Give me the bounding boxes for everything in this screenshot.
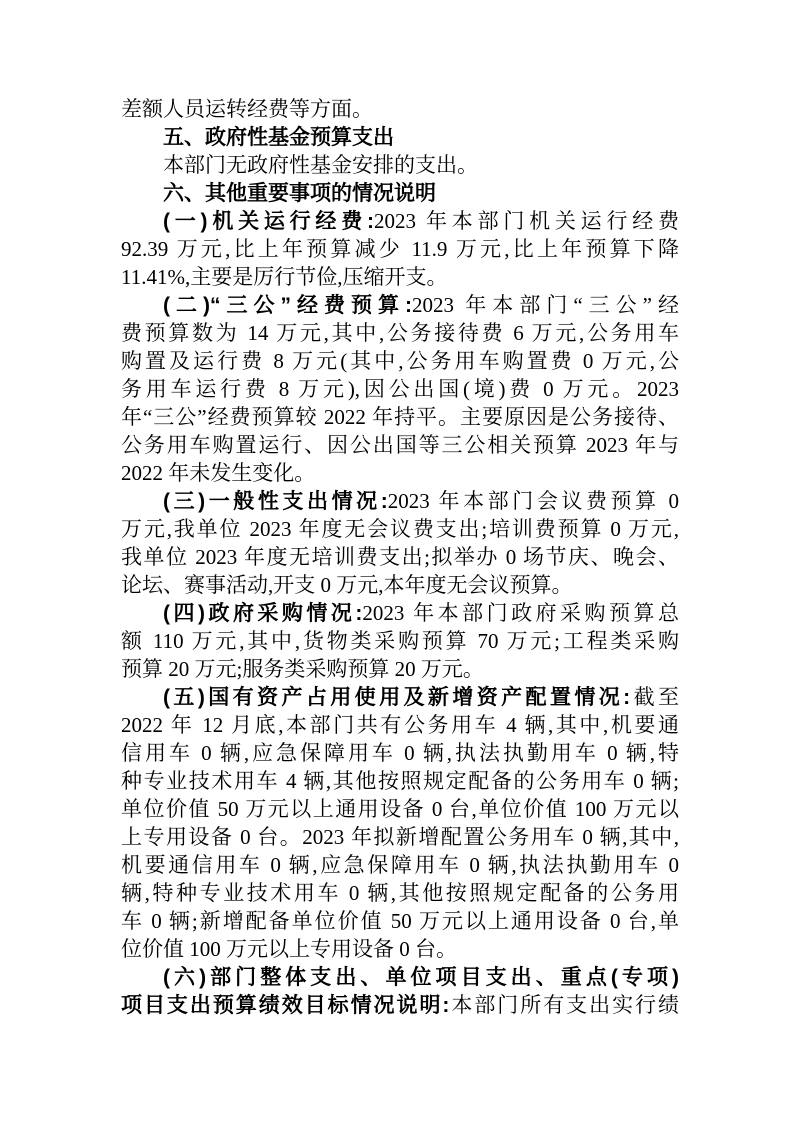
bold-run: (六)部门整体支出、单位项目支出、重点(专项) xyxy=(163,966,679,989)
bold-run: (五)国有资产占用使用及新增资产配置情况: xyxy=(163,686,631,709)
text-line xyxy=(121,711,679,739)
text-line xyxy=(121,627,679,655)
text-line xyxy=(121,207,679,235)
text-run: 差额人员运转经费等方面。 xyxy=(121,97,373,121)
text-line xyxy=(121,515,679,543)
bold-run: (一)机关运行经费: xyxy=(163,210,374,233)
bold-run: (三)一般性支出情况: xyxy=(163,490,388,513)
text-line xyxy=(121,459,679,487)
text-line xyxy=(121,403,679,431)
text-run: 2022 年 12 月底,本部门共有公务用车 4 辆,其中,机要通 xyxy=(121,713,679,737)
heading-line xyxy=(121,179,679,207)
text-run: 11.41%,主要是厉行节俭,压缩开支。 xyxy=(121,265,448,289)
text-run: 额 110 万元,其中,货物类采购预算 70 万元;工程类采购 xyxy=(121,629,679,653)
text-run: 购置及运行费 8 万元(其中,公务用车购置费 0 万元,公 xyxy=(121,349,679,373)
text-run: 公务用车购置运行、因公出国等三公相关预算 2023 年与 xyxy=(121,433,679,457)
text-run: 信用车 0 辆,应急保障用车 0 辆,执法执勤用车 0 辆,特 xyxy=(121,741,679,765)
text-line xyxy=(121,851,679,879)
text-line xyxy=(121,879,679,907)
text-line xyxy=(121,291,679,319)
bold-run: (四)政府采购情况: xyxy=(163,602,363,625)
text-line xyxy=(121,599,679,627)
text-run: 2022 年未发生变化。 xyxy=(121,461,316,485)
text-line xyxy=(121,991,679,1019)
text-run: 2023 年本部门“三公”经 xyxy=(412,293,679,317)
text-run: 论坛、赛事活动,开支 0 万元,本年度无会议预算。 xyxy=(121,573,573,597)
text-run: 2023 年本部门会议费预算 0 xyxy=(387,489,679,513)
text-run: 单位价值 50 万元以上通用设备 0 台,单位价值 100 万元以 xyxy=(121,797,679,821)
text-line xyxy=(121,935,679,963)
text-line xyxy=(121,739,679,767)
text-run: 上专用设备 0 台。2023 年拟新增配置公务用车 0 辆,其中, xyxy=(121,825,679,849)
text-line xyxy=(121,235,679,263)
text-line xyxy=(121,263,679,291)
bold-run: 五、政府性基金预算支出 xyxy=(163,126,394,149)
text-line xyxy=(121,151,679,179)
document-body xyxy=(121,95,679,1019)
text-run: 年“三公”经费预算较 2022 年持平。主要原因是公务接待、 xyxy=(121,405,679,429)
text-run: 2023 年本部门机关运行经费 xyxy=(373,209,679,233)
text-line xyxy=(121,95,679,123)
heading-line xyxy=(121,963,679,991)
text-line xyxy=(121,487,679,515)
text-line xyxy=(121,767,679,795)
text-line xyxy=(121,319,679,347)
text-line xyxy=(121,907,679,935)
text-run: 务用车运行费 8 万元),因公出国(境)费 0 万元。2023 xyxy=(121,377,679,401)
text-run: 机要通信用车 0 辆,应急保障用车 0 辆,执法执勤用车 0 xyxy=(121,853,679,877)
text-run: 预算 20 万元;服务类采购预算 20 万元。 xyxy=(121,657,484,681)
text-run: 种专业技术用车 4 辆,其他按照规定配备的公务用车 0 辆; xyxy=(121,769,679,793)
text-line xyxy=(121,431,679,459)
text-line xyxy=(121,683,679,711)
text-line xyxy=(121,571,679,599)
text-run: 万元,我单位 2023 年度无会议费支出;培训费预算 0 万元, xyxy=(121,517,679,541)
text-run: 我单位 2023 年度无培训费支出;拟举办 0 场节庆、晚会、 xyxy=(121,545,679,569)
text-run: 车 0 辆;新增配备单位价值 50 万元以上通用设备 0 台,单 xyxy=(121,909,679,933)
text-line xyxy=(121,795,679,823)
bold-run: (二)“三公”经费预算: xyxy=(163,294,413,317)
text-run: 92.39 万元,比上年预算减少 11.9 万元,比上年预算下降 xyxy=(121,237,679,261)
bold-run: 六、其他重要事项的情况说明 xyxy=(163,182,436,205)
text-line xyxy=(121,543,679,571)
text-line xyxy=(121,823,679,851)
text-run: 2023 年本部门政府采购预算总 xyxy=(362,601,679,625)
text-run: 本部门无政府性基金安排的支出。 xyxy=(163,153,478,177)
text-line xyxy=(121,375,679,403)
text-line xyxy=(121,347,679,375)
text-run: 辆,特种专业技术用车 0 辆,其他按照规定配备的公务用 xyxy=(121,881,679,905)
text-line xyxy=(121,655,679,683)
heading-line xyxy=(121,123,679,151)
text-run: 截至 xyxy=(630,685,679,709)
text-run: 费预算数为 14 万元,其中,公务接待费 6 万元,公务用车 xyxy=(121,321,679,345)
text-run: 位价值 100 万元以上专用设备 0 台。 xyxy=(121,937,457,961)
bold-run: 项目支出预算绩效目标情况说明: xyxy=(121,994,450,1017)
text-run: 本部门所有支出实行绩 xyxy=(449,993,679,1017)
